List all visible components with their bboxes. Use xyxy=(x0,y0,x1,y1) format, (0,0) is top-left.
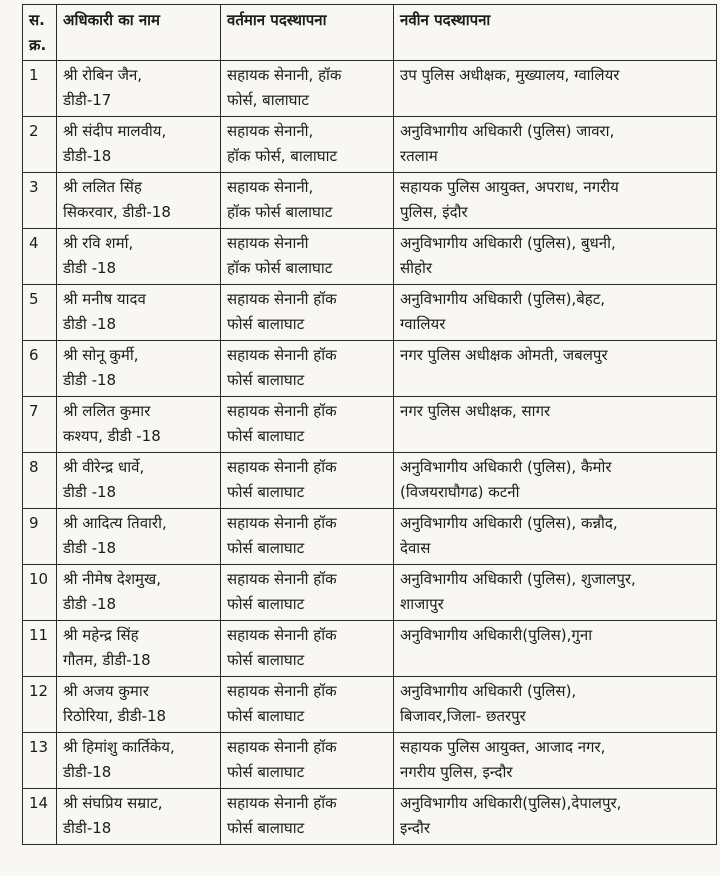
new-posting-text: बिजावर,जिला- छतरपुर xyxy=(400,707,526,725)
new-posting-text: अनुविभागीय अधिकारी(पुलिस),देपालपुर, xyxy=(400,794,622,812)
serial-cell xyxy=(23,229,57,285)
current-posting-text: सहायक सेनानी, हॉक xyxy=(227,66,342,84)
new-posting-text: ग्वालियर xyxy=(400,315,446,333)
table-row xyxy=(23,285,717,341)
officer-name-text: रिठोरिया, डीडी-18 xyxy=(63,707,167,725)
officer-name-cell xyxy=(57,117,221,173)
header-current-posting: वर्तमान पदस्थापना xyxy=(221,5,394,61)
new-posting-cell xyxy=(394,565,717,621)
serial-text: 5 xyxy=(29,290,39,308)
officer-name-text: श्री संघप्रिय सम्राट, xyxy=(63,794,163,812)
officer-name-text: श्री वीरेन्द्र धार्वे, xyxy=(63,458,145,476)
table-row xyxy=(23,621,717,677)
new-posting-cell xyxy=(394,397,717,453)
current-posting-cell xyxy=(221,173,394,229)
officer-name-cell xyxy=(57,733,221,789)
current-posting-text: फोर्स बालाघाट xyxy=(227,483,305,501)
officer-name-text: श्री मनीष यादव xyxy=(63,290,146,308)
serial-text: 10 xyxy=(29,570,49,588)
serial-text: 14 xyxy=(29,794,49,812)
new-posting-cell xyxy=(394,509,717,565)
table-row xyxy=(23,397,717,453)
header-row xyxy=(23,5,717,61)
new-posting-cell xyxy=(394,677,717,733)
current-posting-cell xyxy=(221,285,394,341)
officer-name-text: श्री सोनू कुर्मी, xyxy=(63,346,139,364)
table-row xyxy=(23,173,717,229)
current-posting-text: सहायक सेनानी हॉक xyxy=(227,626,337,644)
table-row xyxy=(23,117,717,173)
serial-cell xyxy=(23,509,57,565)
serial-text: 2 xyxy=(29,122,39,140)
serial-cell xyxy=(23,341,57,397)
officer-name-cell xyxy=(57,285,221,341)
transfer-table xyxy=(22,4,717,845)
current-posting-text: हॉक फोर्स, बालाघाट xyxy=(227,147,338,165)
current-posting-cell xyxy=(221,341,394,397)
officer-name-text: डीडी -18 xyxy=(63,595,117,613)
table-row xyxy=(23,677,717,733)
officer-name-text: श्री नीमेष देशमुख, xyxy=(63,570,162,588)
new-posting-cell xyxy=(394,61,717,117)
current-posting-cell xyxy=(221,677,394,733)
new-posting-text: शाजापुर xyxy=(400,595,444,613)
new-posting-text: सीहोर xyxy=(400,259,433,277)
new-posting-text: नगर पुलिस अधीक्षक ओमती, जबलपुर xyxy=(400,346,608,364)
new-posting-cell xyxy=(394,229,717,285)
serial-cell xyxy=(23,453,57,509)
current-posting-cell xyxy=(221,789,394,845)
serial-text: 13 xyxy=(29,738,49,756)
new-posting-text: अनुविभागीय अधिकारी (पुलिस), xyxy=(400,682,577,700)
table-row xyxy=(23,565,717,621)
new-posting-text: अनुविभागीय अधिकारी (पुलिस) जावरा, xyxy=(400,122,615,140)
current-posting-text: फोर्स बालाघाट xyxy=(227,763,305,781)
current-posting-text: सहायक सेनानी हॉक xyxy=(227,682,337,700)
new-posting-text: देवास xyxy=(400,539,431,557)
officer-name-cell xyxy=(57,397,221,453)
serial-cell xyxy=(23,61,57,117)
serial-text: 7 xyxy=(29,402,39,420)
officer-name-text: डीडी-18 xyxy=(63,819,112,837)
serial-cell xyxy=(23,117,57,173)
current-posting-text: सहायक सेनानी हॉक xyxy=(227,402,337,420)
new-posting-text: सहायक पुलिस आयुक्त, अपराध, नगरीय xyxy=(400,178,619,196)
officer-name-text: श्री ललित कुमार xyxy=(63,402,151,420)
officer-name-text: डीडी -18 xyxy=(63,483,117,501)
current-posting-text: फोर्स बालाघाट xyxy=(227,651,305,669)
table-row xyxy=(23,229,717,285)
current-posting-text: सहायक सेनानी हॉक xyxy=(227,346,337,364)
new-posting-text: अनुविभागीय अधिकारी(पुलिस),गुना xyxy=(400,626,593,644)
serial-cell xyxy=(23,565,57,621)
current-posting-text: सहायक सेनानी हॉक xyxy=(227,290,337,308)
current-posting-cell xyxy=(221,453,394,509)
serial-text: 11 xyxy=(29,626,49,644)
officer-name-text: श्री ललित सिंह xyxy=(63,178,142,196)
header-new-posting: नवीन पदस्थापना xyxy=(394,5,717,61)
current-posting-text: सहायक सेनानी हॉक xyxy=(227,738,337,756)
new-posting-cell xyxy=(394,173,717,229)
current-posting-text: फोर्स, बालाघाट xyxy=(227,91,309,109)
current-posting-text: सहायक सेनानी, xyxy=(227,122,314,140)
serial-cell xyxy=(23,285,57,341)
table-row xyxy=(23,789,717,845)
officer-name-cell xyxy=(57,453,221,509)
new-posting-text: नगरीय पुलिस, इन्दौर xyxy=(400,763,513,781)
new-posting-cell xyxy=(394,341,717,397)
table-row xyxy=(23,733,717,789)
officer-name-cell xyxy=(57,621,221,677)
new-posting-text: पुलिस, इंदौर xyxy=(400,203,468,221)
serial-text: 6 xyxy=(29,346,39,364)
current-posting-cell xyxy=(221,397,394,453)
officer-name-text: श्री अजय कुमार xyxy=(63,682,149,700)
current-posting-text: सहायक सेनानी हॉक xyxy=(227,514,337,532)
current-posting-text: फोर्स बालाघाट xyxy=(227,707,305,725)
officer-name-text: डीडी -18 xyxy=(63,371,117,389)
officer-name-text: श्री आदित्य तिवारी, xyxy=(63,514,167,532)
new-posting-text: नगर पुलिस अधीक्षक, सागर xyxy=(400,402,551,420)
officer-name-cell xyxy=(57,173,221,229)
serial-cell xyxy=(23,677,57,733)
officer-name-text: गौतम, डीडी-18 xyxy=(63,651,151,669)
officer-name-cell xyxy=(57,565,221,621)
officer-name-text: डीडी-18 xyxy=(63,147,112,165)
officer-name-text: श्री संदीप मालवीय, xyxy=(63,122,167,140)
serial-cell xyxy=(23,621,57,677)
new-posting-text: अनुविभागीय अधिकारी (पुलिस), शुजालपुर, xyxy=(400,570,636,588)
officer-name-text: श्री हिमांशु कार्तिकेय, xyxy=(63,738,175,756)
officer-name-text: सिकरवार, डीडी-18 xyxy=(63,203,171,221)
header-serial: स. क्र. xyxy=(23,5,57,61)
table-row xyxy=(23,341,717,397)
current-posting-cell xyxy=(221,229,394,285)
serial-text: 4 xyxy=(29,234,39,252)
current-posting-cell xyxy=(221,565,394,621)
serial-text: 12 xyxy=(29,682,49,700)
current-posting-text: सहायक सेनानी हॉक xyxy=(227,458,337,476)
serial-text: 3 xyxy=(29,178,39,196)
current-posting-text: हॉक फोर्स बालाघाट xyxy=(227,259,333,277)
current-posting-text: फोर्स बालाघाट xyxy=(227,595,305,613)
officer-name-text: श्री महेन्द्र सिंह xyxy=(63,626,139,644)
new-posting-cell xyxy=(394,285,717,341)
current-posting-text: फोर्स बालाघाट xyxy=(227,315,305,333)
current-posting-cell xyxy=(221,509,394,565)
new-posting-text: अनुविभागीय अधिकारी (पुलिस),बेहट, xyxy=(400,290,606,308)
serial-cell xyxy=(23,397,57,453)
new-posting-text: उप पुलिस अधीक्षक, मुख्यालय, ग्वालियर xyxy=(400,66,620,84)
new-posting-text: (विजयराघौगढ) कटनी xyxy=(400,483,520,501)
officer-name-cell xyxy=(57,61,221,117)
serial-cell xyxy=(23,733,57,789)
current-posting-text: फोर्स बालाघाट xyxy=(227,427,305,445)
serial-text: 1 xyxy=(29,66,39,84)
new-posting-text: रतलाम xyxy=(400,147,438,165)
header-officer-name: अधिकारी का नाम xyxy=(57,5,221,61)
current-posting-text: हॉक फोर्स बालाघाट xyxy=(227,203,333,221)
new-posting-text: अनुविभागीय अधिकारी (पुलिस), बुधनी, xyxy=(400,234,616,252)
serial-cell xyxy=(23,789,57,845)
officer-name-cell xyxy=(57,341,221,397)
officer-name-text: डीडी -18 xyxy=(63,259,117,277)
table-row xyxy=(23,509,717,565)
officer-name-text: श्री रवि शर्मा, xyxy=(63,234,134,252)
new-posting-text: इन्दौर xyxy=(400,819,430,837)
current-posting-cell xyxy=(221,117,394,173)
current-posting-text: सहायक सेनानी, xyxy=(227,178,314,196)
current-posting-cell xyxy=(221,733,394,789)
new-posting-text: अनुविभागीय अधिकारी (पुलिस), कन्नौद, xyxy=(400,514,618,532)
current-posting-text: सहायक सेनानी xyxy=(227,234,309,252)
officer-name-text: कश्यप, डीडी -18 xyxy=(63,427,161,445)
officer-name-text: डीडी -18 xyxy=(63,315,117,333)
current-posting-text: फोर्स बालाघाट xyxy=(227,539,305,557)
officer-name-text: डीडी-18 xyxy=(63,763,112,781)
officer-name-cell xyxy=(57,789,221,845)
new-posting-text: सहायक पुलिस आयुक्त, आजाद नगर, xyxy=(400,738,606,756)
new-posting-cell xyxy=(394,453,717,509)
serial-text: 9 xyxy=(29,514,39,532)
officer-name-text: डीडी -18 xyxy=(63,539,117,557)
new-posting-text: अनुविभागीय अधिकारी (पुलिस), कैमोर xyxy=(400,458,612,476)
serial-text: 8 xyxy=(29,458,39,476)
officer-name-cell xyxy=(57,677,221,733)
table-row xyxy=(23,61,717,117)
new-posting-cell xyxy=(394,621,717,677)
new-posting-cell xyxy=(394,789,717,845)
new-posting-cell xyxy=(394,117,717,173)
officer-name-cell xyxy=(57,229,221,285)
officer-name-text: डीडी-17 xyxy=(63,91,112,109)
serial-cell xyxy=(23,173,57,229)
current-posting-cell xyxy=(221,621,394,677)
new-posting-cell xyxy=(394,733,717,789)
current-posting-text: सहायक सेनानी हॉक xyxy=(227,794,337,812)
current-posting-text: फोर्स बालाघाट xyxy=(227,371,305,389)
current-posting-cell xyxy=(221,61,394,117)
officer-name-text: श्री रोबिन जैन, xyxy=(63,66,143,84)
current-posting-text: सहायक सेनानी हॉक xyxy=(227,570,337,588)
current-posting-text: फोर्स बालाघाट xyxy=(227,819,305,837)
officer-name-cell xyxy=(57,509,221,565)
table-row xyxy=(23,453,717,509)
